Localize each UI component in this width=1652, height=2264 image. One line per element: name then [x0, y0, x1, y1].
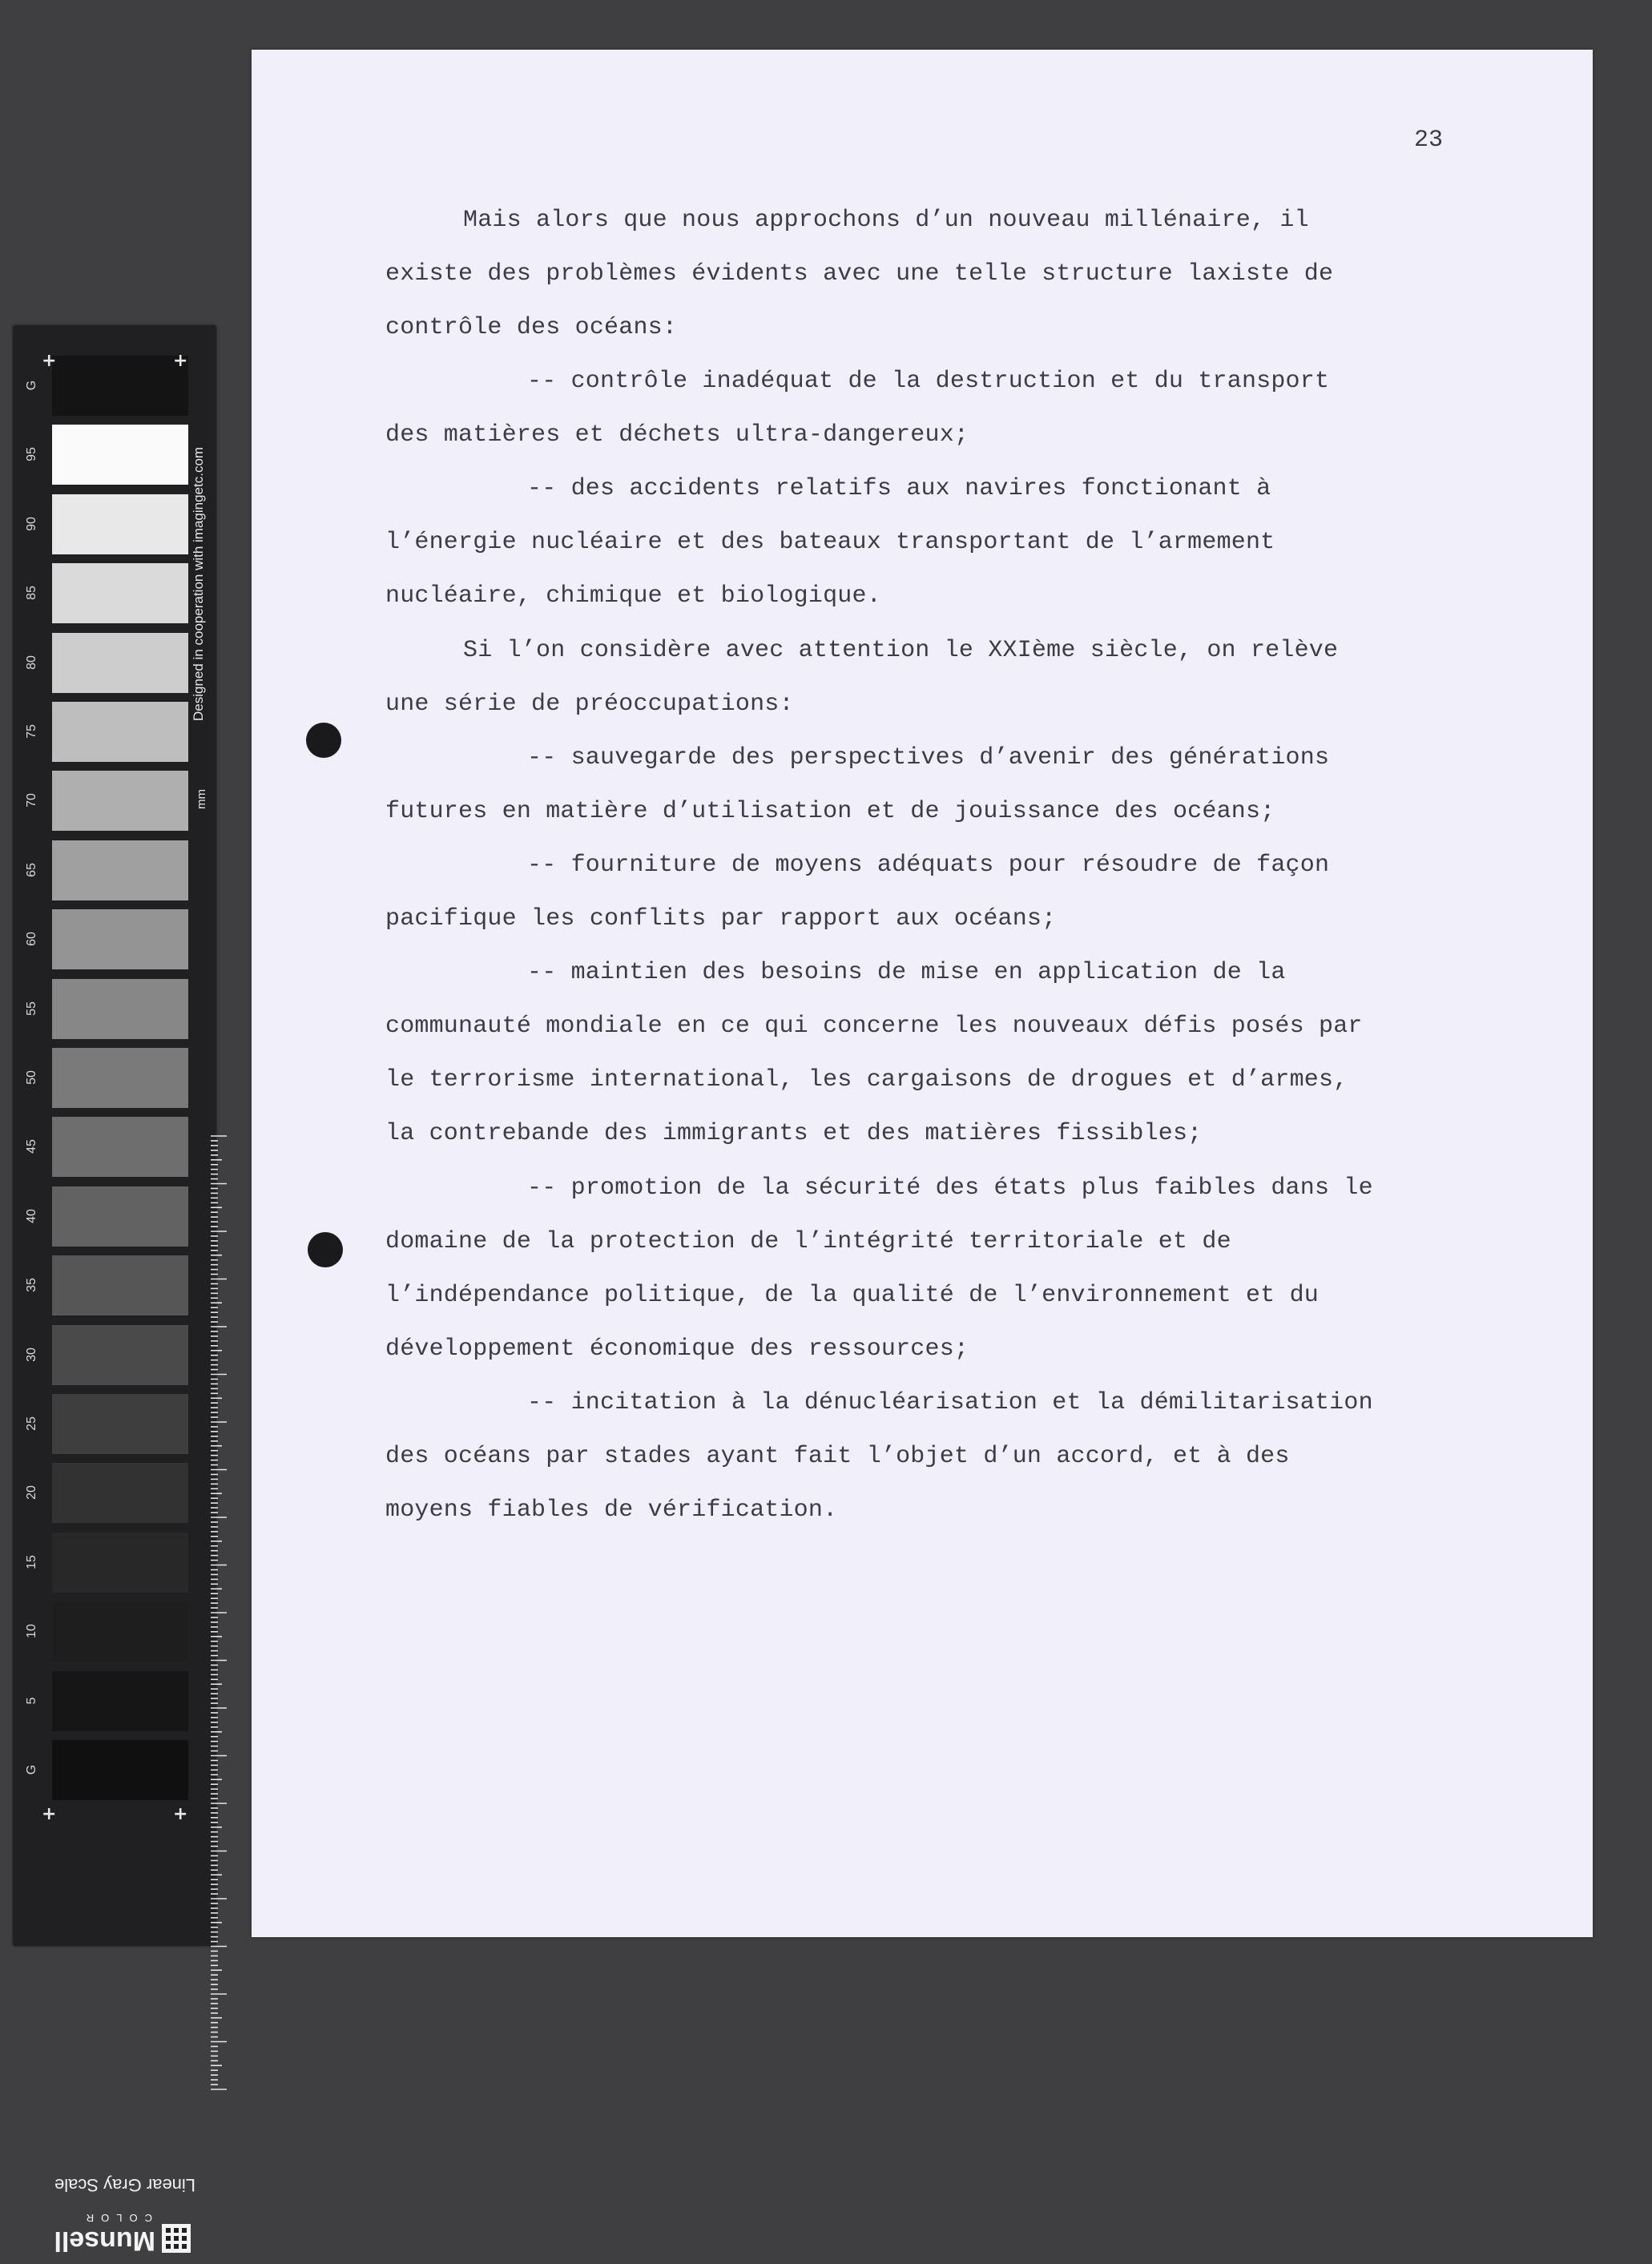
gray-patch	[52, 633, 188, 693]
gray-patch	[52, 1325, 188, 1385]
gray-scale-label: 75	[25, 724, 38, 739]
mm-label: mm	[195, 789, 208, 809]
credit-text: Designed in cooperation with imagingetc.com	[191, 446, 206, 721]
text-line: l’indépendance politique, de la qualité de l’environnement et du	[385, 1282, 1319, 1309]
gray-patch	[52, 702, 188, 762]
text-line: des matières et déchets ultra-dangereux;	[385, 421, 969, 449]
gray-scale-label: 10	[25, 1624, 38, 1639]
gray-scale-label: 85	[25, 586, 38, 601]
gray-scale-title: Linear Gray Scale	[54, 2175, 196, 2195]
gray-scale-label: G	[25, 1764, 38, 1775]
text-line: Mais alors que nous approchons d’un nouveau millénaire, il	[463, 207, 1309, 234]
registration-mark: +	[42, 1804, 57, 1824]
text-line: contrôle des océans:	[385, 314, 678, 341]
mm-ruler	[211, 1134, 228, 2096]
registration-mark: +	[42, 351, 57, 371]
gray-scale-label: 70	[25, 793, 38, 808]
text-line: développement économique des ressources;	[385, 1335, 969, 1363]
gray-scale-label: 30	[25, 1347, 38, 1362]
text-line: -- incitation à la dénucléarisation et la démilitarisation	[527, 1389, 1373, 1416]
gray-patch	[52, 1186, 188, 1247]
text-line: le terrorisme international, les cargaisons de drogues et d’armes,	[385, 1066, 1348, 1094]
gray-scale-label: 95	[25, 447, 38, 462]
gray-scale-label: 80	[25, 655, 38, 670]
text-line: communauté mondiale en ce qui concerne les nouveaux défis posés par	[385, 1013, 1363, 1040]
gray-patch	[52, 1255, 188, 1315]
text-line: Si l’on considère avec attention le XXIème siècle, on relève	[463, 637, 1339, 664]
gray-scale-label: 60	[25, 932, 38, 947]
text-line: -- des accidents relatifs aux navires fonctionant à	[527, 475, 1271, 502]
munsell-logo	[45, 2208, 205, 2264]
gray-patch	[52, 909, 188, 969]
gray-scale-card	[13, 325, 216, 2256]
gray-scale-label: 45	[25, 1139, 38, 1154]
gray-scale-label: 25	[25, 1416, 38, 1431]
gray-scale-label: 50	[25, 1070, 38, 1085]
punch-hole	[308, 1232, 343, 1267]
text-line: -- fourniture de moyens adéquats pour résoudre de façon	[527, 852, 1330, 879]
text-line: -- maintien des besoins de mise en application de la	[527, 959, 1286, 986]
munsell-color-label: COLOR	[79, 2212, 152, 2224]
gray-patch	[52, 1533, 188, 1593]
text-line: existe des problèmes évidents avec une telle structure laxiste de	[385, 260, 1334, 288]
gray-scale-label: 5	[25, 1697, 38, 1705]
registration-mark: +	[173, 351, 188, 371]
gray-patch	[52, 840, 188, 900]
gray-patch	[52, 563, 188, 623]
gray-scale-label: G	[25, 380, 38, 391]
gray-patch	[52, 1740, 188, 1800]
gray-patch	[52, 1394, 188, 1454]
text-line: des océans par stades ayant fait l’objet d’un accord, et à des	[385, 1443, 1290, 1470]
text-line: -- promotion de la sécurité des états plus faibles dans le	[527, 1174, 1373, 1202]
gray-patch	[52, 1048, 188, 1108]
gray-patch	[52, 979, 188, 1039]
text-line: futures en matière d’utilisation et de jouissance des océans;	[385, 798, 1275, 825]
gray-patch	[52, 1463, 188, 1523]
registration-mark: +	[173, 1804, 188, 1824]
text-line: une série de préoccupations:	[385, 691, 794, 718]
gray-patch	[52, 1601, 188, 1662]
gray-scale-label: 55	[25, 1001, 38, 1016]
text-line: -- sauvegarde des perspectives d’avenir des générations	[527, 744, 1330, 771]
gray-scale-label: 40	[25, 1208, 38, 1223]
gray-patch	[52, 771, 188, 831]
page-number: 23	[1414, 127, 1444, 154]
text-line: domaine de la protection de l’intégrité territoriale et de	[385, 1228, 1231, 1255]
text-line: pacifique les conflits par rapport aux océans;	[385, 905, 1057, 933]
text-line: -- contrôle inadéquat de la destruction et du transport	[527, 368, 1330, 395]
gray-patch	[52, 1671, 188, 1731]
text-line: l’énergie nucléaire et des bateaux transportant de l’armement	[385, 529, 1275, 556]
punch-hole	[306, 723, 341, 758]
gray-patch	[52, 1117, 188, 1177]
gray-scale-label: 15	[25, 1554, 38, 1569]
text-line: la contrebande des immigrants et des matières fissibles;	[385, 1120, 1203, 1147]
gray-scale-label: 90	[25, 516, 38, 531]
gray-patch	[52, 356, 188, 416]
gray-scale-label: 65	[25, 862, 38, 877]
gray-scale-label: 20	[25, 1485, 38, 1501]
gray-scale-label: 35	[25, 1278, 38, 1293]
munsell-brand: Munsell	[54, 2226, 155, 2256]
text-line: nucléaire, chimique et biologique.	[385, 582, 881, 610]
munsell-grid-icon	[162, 2224, 191, 2253]
gray-patch	[52, 425, 188, 485]
gray-patch	[52, 494, 188, 554]
text-line: moyens fiables de vérification.	[385, 1497, 838, 1524]
